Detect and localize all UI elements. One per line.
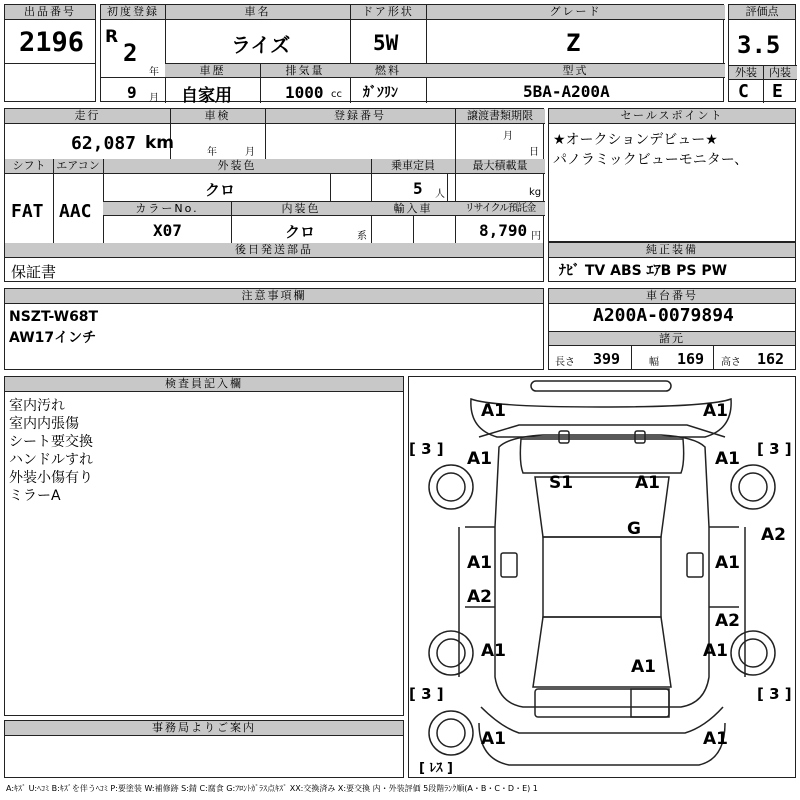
- int-color-header: 内装色: [231, 201, 371, 216]
- history-header: 車歴: [165, 63, 260, 78]
- reg-month: 9: [127, 83, 137, 102]
- capacity: 5: [413, 179, 423, 198]
- load-unit: kg: [529, 187, 542, 198]
- details-box: [4, 108, 544, 282]
- chassis-box: [548, 288, 796, 370]
- later-parts-header: 後日発送部品: [5, 243, 543, 258]
- damage-label: A2: [467, 587, 492, 607]
- car-diagram: [409, 377, 795, 777]
- damage-label: A1: [631, 657, 656, 677]
- dims-header: 諸元: [549, 331, 795, 346]
- import-header: 輸入車: [371, 201, 455, 216]
- int-score: E: [772, 81, 783, 102]
- later-parts: 保証書: [11, 263, 57, 281]
- damage-label: A1: [715, 449, 740, 469]
- damage-label: A2: [715, 611, 740, 631]
- int-score-header: 内装: [763, 65, 797, 80]
- capacity-header: 乗車定員: [371, 159, 455, 174]
- transfer-header: 譲渡書類期限: [455, 109, 545, 124]
- tire-label: [ 3 ]: [757, 440, 792, 458]
- car-name-header: 車名: [165, 5, 350, 20]
- chassis-header: 車台番号: [549, 289, 795, 304]
- insp-year-unit: 年: [207, 147, 217, 158]
- height: 162: [757, 350, 785, 368]
- office-header: 事務局よりご案内: [5, 721, 403, 736]
- damage-label: G: [627, 519, 641, 539]
- model-type: 5BA-A200A: [523, 82, 610, 101]
- ac-header: エアコン: [53, 159, 103, 174]
- year-unit: 年: [149, 67, 159, 78]
- inspector-line: ミラーA: [9, 488, 61, 504]
- length: 399: [593, 350, 621, 368]
- int-color: クロ: [285, 223, 316, 241]
- load-header: 最大積載量: [455, 159, 545, 174]
- chassis-number: A200A-0079894: [593, 305, 734, 326]
- score-header: 評価点: [729, 5, 795, 20]
- damage-label: A2: [761, 525, 786, 545]
- grade: Z: [566, 29, 581, 57]
- notes-line2: AW17インチ: [9, 330, 97, 346]
- door-header: ドア形状: [350, 5, 426, 20]
- lot-number-header: 出品番号: [5, 5, 95, 20]
- ext-color-header: 外装色: [103, 159, 371, 174]
- model-header: 型式: [426, 63, 725, 78]
- inspector-line: シート要交換: [9, 434, 93, 450]
- car-diagram-box: [408, 376, 796, 778]
- lot-number: 2196: [19, 27, 85, 58]
- capacity-unit: 人: [435, 189, 445, 200]
- damage-label: A1: [703, 729, 728, 749]
- tire-label: [ 3 ]: [409, 440, 444, 458]
- mileage: 62,087: [71, 133, 137, 154]
- width: 169: [677, 350, 705, 368]
- length-label: 長さ: [555, 357, 575, 368]
- inspector-line: ハンドルすれ: [9, 452, 93, 468]
- cc-unit: cc: [331, 89, 342, 100]
- car-name: ライズ: [231, 33, 291, 57]
- sales-point-line1: ★オークションデビュー★: [553, 132, 718, 148]
- color-no-header: カラーNo.: [103, 201, 231, 216]
- ext-score: C: [738, 81, 749, 102]
- damage-label: A1: [635, 473, 660, 493]
- lot-number-box: [4, 4, 96, 102]
- fuel: ｶﾞｿﾘﾝ: [363, 85, 398, 101]
- km-unit: km: [145, 133, 175, 153]
- equipment-box: [548, 242, 796, 282]
- damage-label: A1: [703, 401, 728, 421]
- color-no: X07: [153, 221, 182, 240]
- equipment-header: 純正装備: [549, 243, 795, 258]
- yen-unit: 円: [531, 231, 541, 242]
- displacement: 1000: [285, 83, 324, 102]
- transfer-month-unit: 月: [503, 131, 513, 142]
- damage-label: A1: [467, 553, 492, 573]
- int-color-unit: 系: [357, 231, 367, 242]
- shift-header: シフト: [5, 159, 53, 174]
- overall-score: 3.5: [737, 31, 781, 59]
- fuel-header: 燃料: [350, 63, 426, 78]
- main-info-box: [100, 4, 724, 106]
- inspector-line: 外装小傷有り: [9, 470, 93, 486]
- ext-color: クロ: [205, 181, 236, 199]
- mileage-header: 走行: [5, 109, 170, 124]
- height-label: 高さ: [721, 357, 741, 368]
- damage-label: A1: [467, 449, 492, 469]
- tire-label: [ 3 ]: [409, 685, 444, 703]
- damage-label: A1: [703, 641, 728, 661]
- era: R: [105, 27, 119, 47]
- grade-header: グレード: [426, 5, 725, 20]
- history: 自家用: [181, 86, 232, 106]
- door-shape: 5W: [373, 31, 399, 55]
- width-label: 幅: [649, 357, 659, 368]
- notes-box: [4, 288, 544, 370]
- reg-number-header: 登録番号: [265, 109, 455, 124]
- office-box: [4, 720, 404, 778]
- inspector-line: 室内汚れ: [9, 398, 65, 414]
- inspection-header: 車検: [170, 109, 265, 124]
- tire-label: [ 3 ]: [757, 685, 792, 703]
- damage-label: S1: [549, 473, 574, 493]
- month-unit: 月: [149, 93, 159, 104]
- legend: A:ｷｽﾞ U:ﾍｺﾐ B:ｷｽﾞを伴うﾍｺﾐ P:要塗装 W:補修跡 S:錆 C:腐食 G:ﾌﾛﾝﾄｶﾞﾗｽ点ｷｽﾞ XX:交換済み X:要交換 内・外装評価 5段階ﾗﾝｸ順(A・B・C・D・E) 1: [6, 784, 538, 793]
- aircon: AAC: [59, 201, 92, 222]
- transfer-day-unit: 日: [529, 147, 539, 158]
- inspector-box: [4, 376, 404, 716]
- sales-point-box: [548, 108, 796, 242]
- score-box: [728, 4, 796, 102]
- damage-label: A1: [481, 401, 506, 421]
- recycle-fee: 8,790: [479, 221, 528, 240]
- insp-month-unit: 月: [245, 147, 255, 158]
- displacement-header: 排気量: [260, 63, 350, 78]
- sales-point-header: セールスポイント: [549, 109, 795, 124]
- shift: FAT: [11, 201, 44, 222]
- notes-header: 注意事項欄: [5, 289, 543, 304]
- damage-label: A1: [715, 553, 740, 573]
- ext-score-header: 外装: [729, 65, 763, 80]
- damage-label: A1: [481, 729, 506, 749]
- equipment-items: ﾅﾋﾞ TV ABS ｴｱB PS PW: [559, 263, 728, 279]
- spare-tire-label: [ ﾚｽ ]: [419, 761, 453, 776]
- recycle-header: リサイクル預託金: [455, 201, 545, 216]
- reg-year: 2: [123, 39, 138, 67]
- first-reg-header: 初度登録: [101, 5, 165, 20]
- damage-label: A1: [481, 641, 506, 661]
- notes-line1: NSZT-W68T: [9, 309, 99, 325]
- sales-point-line2: パノラミックビューモニター、: [553, 152, 749, 168]
- inspector-header: 検査員記入欄: [5, 377, 403, 392]
- inspector-line: 室内内張傷: [9, 416, 79, 432]
